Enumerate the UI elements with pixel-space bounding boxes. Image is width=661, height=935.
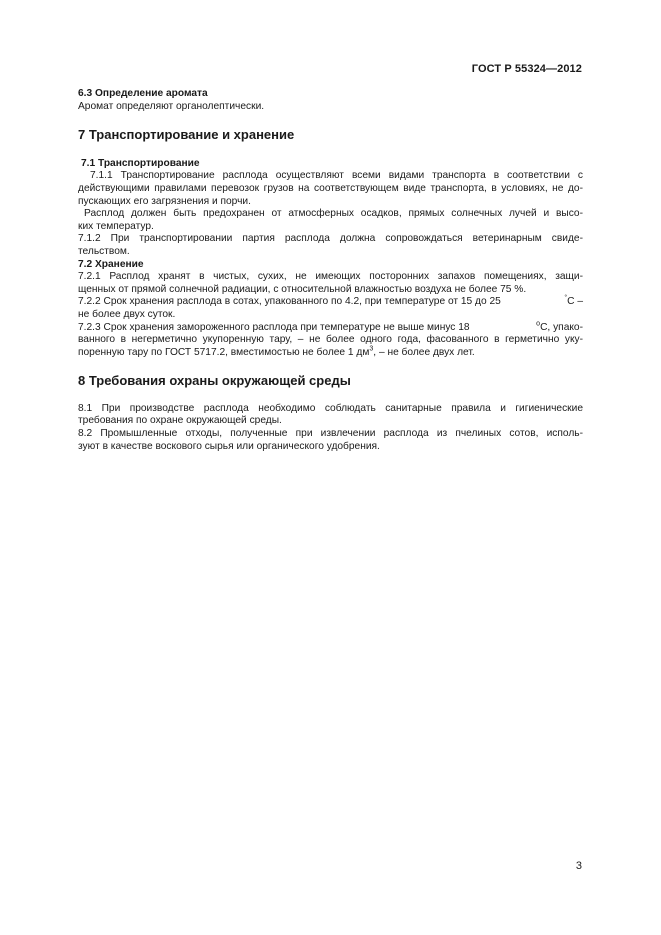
paragraph-line: 8.1 При производстве расплода необходимо соблюдать санитарные правила и гигиенические — [78, 402, 583, 414]
paragraph-8-2 — [78, 428, 583, 453]
paragraph-line: действующими правилами перевозок грузов на соответствующем виде транспорта, в условиях, не до- — [78, 182, 583, 194]
paragraph-line: тельством. — [78, 245, 130, 257]
degree-sign: о — [536, 320, 541, 328]
paragraph-7-1-1 — [78, 170, 583, 208]
paragraph-7-1-1-continued — [78, 208, 583, 233]
section-6-3 — [78, 88, 583, 113]
paragraph-line: пускающих его загрязнения и порчи. — [78, 195, 251, 207]
section-8 — [78, 375, 583, 453]
paragraph-line-text: 7.2.2 Срок хранения расплода в сотах, упакованного по 4.2, при температуре от 15 до 25 — [78, 296, 501, 308]
paragraph-line — [78, 296, 583, 309]
paragraph-line: 7.2.1 Расплод хранят в чистых, сухих, не имеющих посторонних запахов помещениях, защи- — [78, 271, 583, 283]
section-7-title: 7 Транспортирование и хранение — [78, 127, 295, 143]
paragraph-line — [78, 347, 583, 360]
paragraph-7-2-2 — [78, 296, 583, 321]
subsection-7-1-title: 7.1 Транспортирование — [81, 157, 200, 169]
subsection-7-2-title: 7.2 Хранение — [78, 258, 144, 270]
paragraph-7-1-2 — [78, 233, 583, 258]
paragraph-line: ванного в негерметично укупоренную тару, – не более одного года, фасованного в герметично уку- — [78, 334, 583, 346]
paragraph-line: требования по охране окружающей среды. — [78, 415, 282, 427]
paragraph-line: не более двух суток. — [78, 308, 176, 320]
unit-text: С, упако- — [540, 321, 583, 333]
paragraph-line: зуют в качестве воскового сырья или органического удобрения. — [78, 440, 380, 452]
paragraph-line — [78, 322, 583, 335]
document-code: ГОСТ Р 55324—2012 — [471, 63, 582, 75]
subsection-6-3-text: Аромат определяют органолептически. — [78, 100, 265, 112]
temperature-unit — [564, 296, 583, 309]
unit-text: С – — [567, 296, 583, 308]
cube-superscript: 3 — [369, 345, 374, 353]
section-7 — [78, 129, 583, 359]
paragraph-line: Расплод должен быть предохранен от атмосферных осадков, прямых солнечных лучей и высо- — [84, 208, 583, 220]
paragraph-line: 7.1.1 Транспортирование расплода осуществляют всеми видами транспорта в соответствии с — [90, 170, 583, 182]
paragraph-line: щенных от прямой солнечной радиации, с относительной влажностью воздуха не более 75 %. — [78, 283, 527, 295]
paragraph-line: ких температур. — [78, 220, 154, 232]
paragraph-7-2-1 — [78, 271, 583, 296]
paragraph-line-text: , – не более двух лет. — [373, 346, 475, 358]
document-body — [78, 88, 583, 453]
paragraph-line-text: поренную тару по ГОСТ 5717.2, вместимостью не более 1 дм — [78, 346, 370, 358]
paragraph-7-2-3 — [78, 322, 583, 360]
paragraph-8-1 — [78, 403, 583, 428]
degree-sign: ° — [564, 294, 568, 302]
subsection-6-3-title: 6.3 Определение аромата — [78, 88, 208, 99]
paragraph-line-text: 7.2.3 Срок хранения замороженного расплода при температуре не выше минус 18 — [78, 321, 470, 333]
page-number: 3 — [575, 860, 582, 872]
paragraph-line: 8.2 Промышленные отходы, полученные при извлечении расплода из пчелиных сотов, исполь- — [78, 428, 583, 440]
paragraph-line: 7.1.2 При транспортировании партия расплода должна сопровождаться ветеринарным свиде- — [78, 233, 583, 245]
section-8-title: 8 Требования охраны окружающей среды — [78, 373, 351, 389]
temperature-unit — [536, 322, 583, 335]
